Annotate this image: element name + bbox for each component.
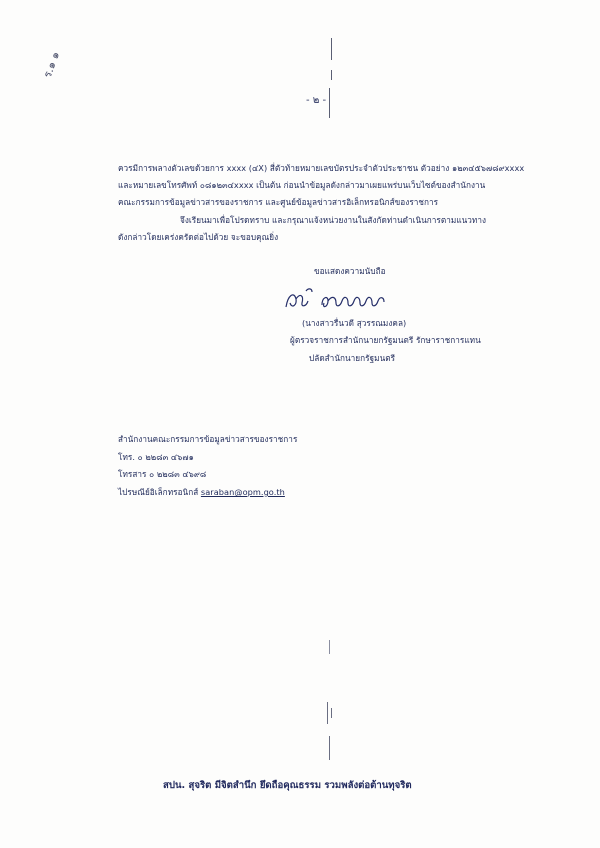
footer-motto: สปน. สุจริต มีจิตสำนึก ยึดถือคุณธรรม รวมพลังต่อต้านทุจริต: [163, 780, 412, 791]
body-line-5: ดังกล่าวโดยเคร่งครัดต่อไปด้วย จะขอบคุณยิ่ง: [118, 232, 279, 242]
signatory-title-2: ปลัดสำนักนายกรัฐมนตรี: [309, 353, 396, 363]
contact-phone: โทร. ๐ ๒๒๘๓ ๔๖๗๑: [118, 452, 194, 462]
corner-handwritten-mark: ร.๑ ๑: [40, 49, 63, 80]
scan-mark-3: [331, 708, 332, 718]
signatory-title-1: ผู้ตรวจราชการสำนักนายกรัฐมนตรี รักษาราชการแทน: [290, 335, 481, 345]
handwritten-signature: [282, 285, 402, 315]
body-line-2: และหมายเลขโทรศัพท์ ๐๘๑๒๓๔xxxx เป็นต้น ก่อนนำข้อมูลดังกล่าวมาเผยแพร่บนเว็บไซต์ของสำนักงาน: [118, 180, 486, 190]
body-line-3: คณะกรรมการข้อมูลข่าวสารของราชการ และศูนย์ข้อมูลข่าวสารอิเล็กทรอนิกส์ของราชการ: [118, 197, 439, 207]
scan-mark-4: [329, 736, 330, 760]
body-line-1: ควรมีการพลางตัวเลขด้วยการ xxxx (๔X) สี่ตัวท้ายหมายเลขบัตรประจำตัวประชาชน ตัวอย่าง ๑๒๓๔๕๖๗๘๙xxxx: [118, 163, 525, 173]
fold-line-top: [331, 38, 332, 60]
contact-email-label: ไปรษณีย์อิเล็กทรอนิกส์: [118, 487, 199, 497]
contact-email-line: [118, 486, 285, 499]
fold-line-page-num: [329, 88, 330, 118]
contact-office: สำนักงานคณะกรรมการข้อมูลข่าวสารของราชการ: [118, 434, 298, 444]
signatory-name: (นางสาวรื่นวดี สุวรรณมงคล): [302, 318, 407, 328]
contact-email-link[interactable]: saraban@opm.go.th: [200, 487, 285, 497]
closing-phrase: ขอแสดงความนับถือ: [314, 266, 386, 276]
page-number: - ๒ -: [306, 95, 327, 106]
scan-mark-2: [327, 702, 328, 724]
body-line-4: จึงเรียนมาเพื่อโปรดทราบ และกรุณาแจ้งหน่วยงานในสังกัดท่านดำเนินการตามแนวทาง: [180, 215, 487, 225]
contact-fax: โทรสาร ๐ ๒๒๘๓ ๔๖๙๘: [118, 469, 207, 479]
fold-line-top-2: [331, 70, 332, 80]
scan-mark-1: [329, 640, 330, 654]
